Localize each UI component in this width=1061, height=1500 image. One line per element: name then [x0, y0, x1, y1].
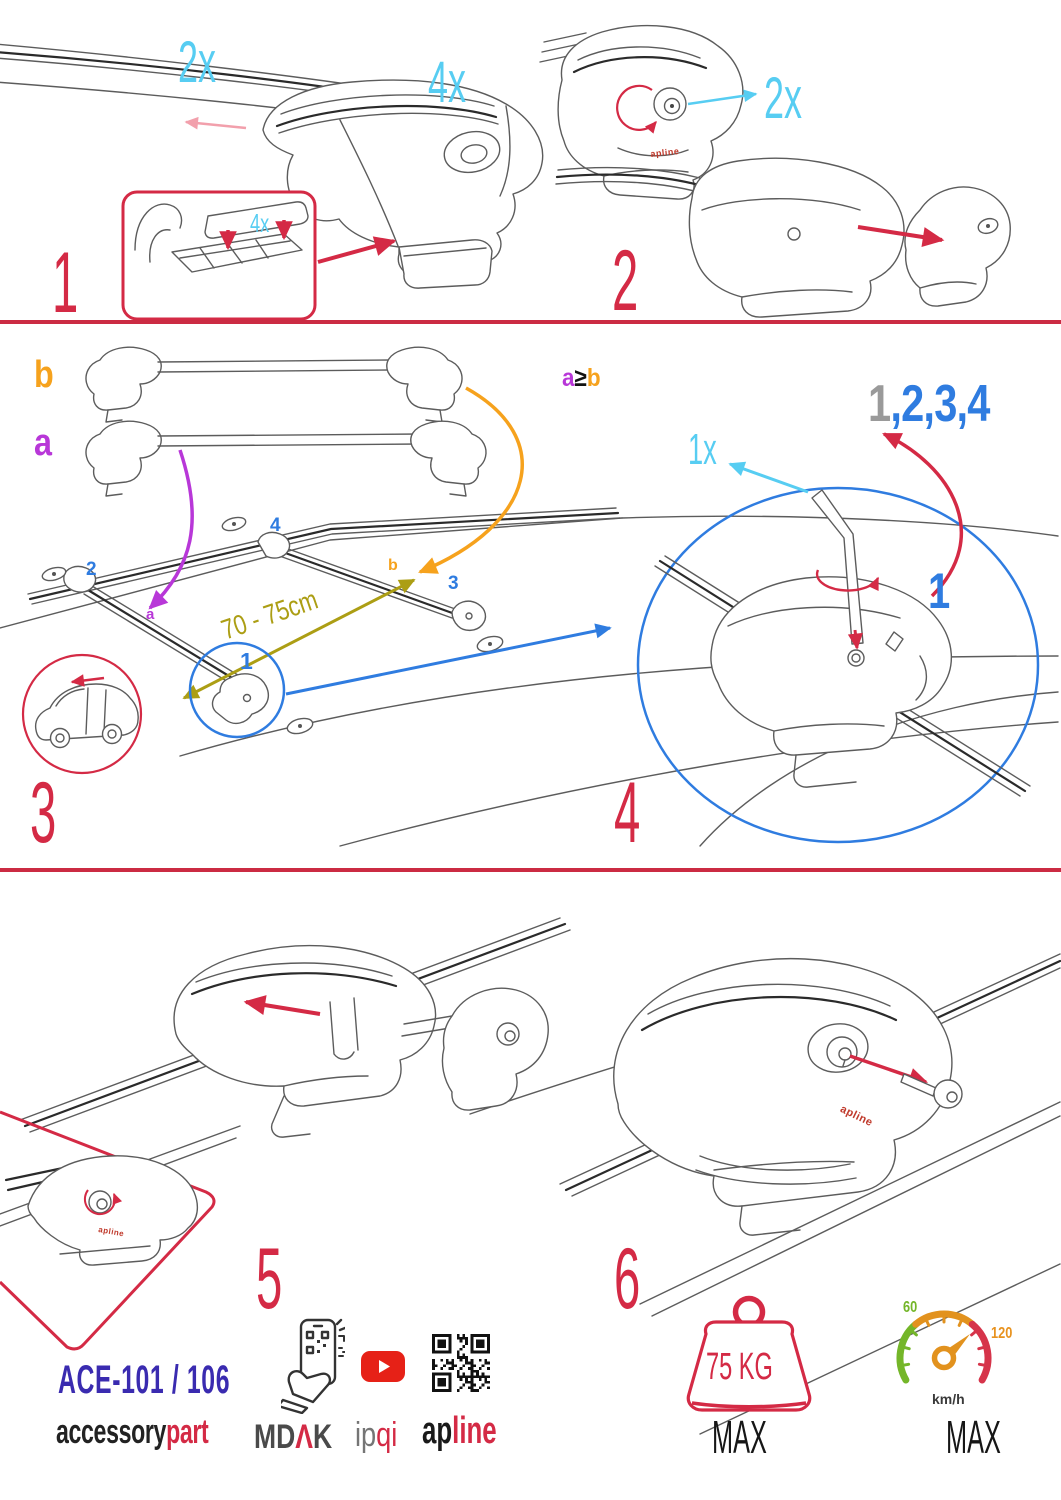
max-weight-value: 75 KG: [706, 1346, 773, 1388]
roof-position-2: 2: [86, 559, 97, 580]
allen-key-quantity: 1x: [688, 425, 717, 474]
insert-bar-arrow: [186, 122, 246, 128]
roof-a-label: a: [146, 606, 155, 623]
bar-b-label: b: [34, 354, 54, 396]
step2-number: 2: [612, 233, 638, 329]
ipqi-logo: [355, 1418, 397, 1452]
step5-number: 5: [256, 1231, 282, 1327]
sequence-ref-1: 1: [928, 563, 951, 619]
step3-number: 3: [30, 765, 56, 861]
apline-logo: [422, 1412, 497, 1450]
section3-illustration: [0, 874, 1061, 1500]
apline-ap: ap: [422, 1410, 453, 1452]
brand-accessory: accessory: [56, 1413, 167, 1451]
mdak-md: MD: [254, 1418, 296, 1456]
pad-location-arrow: [318, 241, 394, 262]
step1-bar-quantity: 2x: [178, 30, 216, 95]
condition-operator: ≥: [574, 364, 587, 392]
step4-zoom-circle: [638, 488, 1038, 842]
step2-key-quantity: 2x: [764, 66, 802, 131]
apline-line: line: [452, 1410, 497, 1452]
step6-number: 6: [614, 1231, 640, 1327]
speed-high-label: 120: [991, 1325, 1013, 1342]
section-divider-1: [0, 320, 1061, 324]
clamp-brand-logo: apline: [649, 145, 680, 159]
qr-code-icon: [432, 1334, 490, 1392]
ipqi-qi: qi: [376, 1416, 398, 1454]
step1-pad-quantity: 4x: [250, 208, 270, 238]
zoom-link-arrow: [286, 628, 610, 694]
pad-inset-box: [123, 192, 315, 319]
youtube-icon: [360, 1350, 406, 1384]
mdak-lambda: Λ: [295, 1418, 313, 1456]
product-model: ACE-101 / 106: [58, 1358, 231, 1402]
ipqi-ip: ip: [355, 1416, 377, 1454]
step4-number: 4: [614, 765, 640, 861]
clamp-brand-logo-inset: apline: [97, 1225, 125, 1239]
sequence-first: 1: [868, 375, 891, 433]
speed-low-label: 60: [903, 1299, 918, 1316]
sequence-rest: ,2,3,4: [890, 375, 990, 433]
detail-circle-ref: 1: [240, 648, 253, 674]
max-speed-label: MAX: [946, 1411, 1001, 1463]
roof-position-3: 3: [448, 573, 459, 594]
condition-b: b: [586, 364, 601, 392]
section1-illustration: [0, 0, 1061, 329]
brand-part: part: [166, 1413, 209, 1451]
bar-a-label: a: [34, 422, 52, 464]
span-dimension-label: 70 - 75cm: [217, 583, 322, 646]
crossbar-b-illustration: [86, 347, 462, 422]
condition-a: a: [562, 364, 575, 392]
step1-number: 1: [52, 235, 78, 331]
brand-wordmark: [56, 1415, 208, 1449]
clamp-brand-logo-step6: apline: [838, 1103, 875, 1130]
max-weight-label: MAX: [712, 1411, 767, 1463]
roof-b-label: b: [388, 557, 398, 574]
condition-label: [562, 366, 601, 391]
roof-position-4: 4: [270, 515, 281, 536]
speed-unit-label: km/h: [932, 1391, 965, 1407]
scan-qr-phone-icon: [281, 1318, 345, 1414]
mdak-logo: [254, 1420, 332, 1454]
mdak-k: K: [312, 1418, 333, 1456]
section-divider-2: [0, 868, 1061, 872]
allen-key-qty-arrow: [730, 464, 808, 492]
step1-foot-quantity: 4x: [428, 50, 466, 115]
tighten-sequence: [868, 375, 990, 433]
car-direction-inset: [23, 655, 141, 773]
bar-a-position-arrow: [150, 450, 192, 608]
crossbar-a-illustration: [86, 421, 486, 496]
